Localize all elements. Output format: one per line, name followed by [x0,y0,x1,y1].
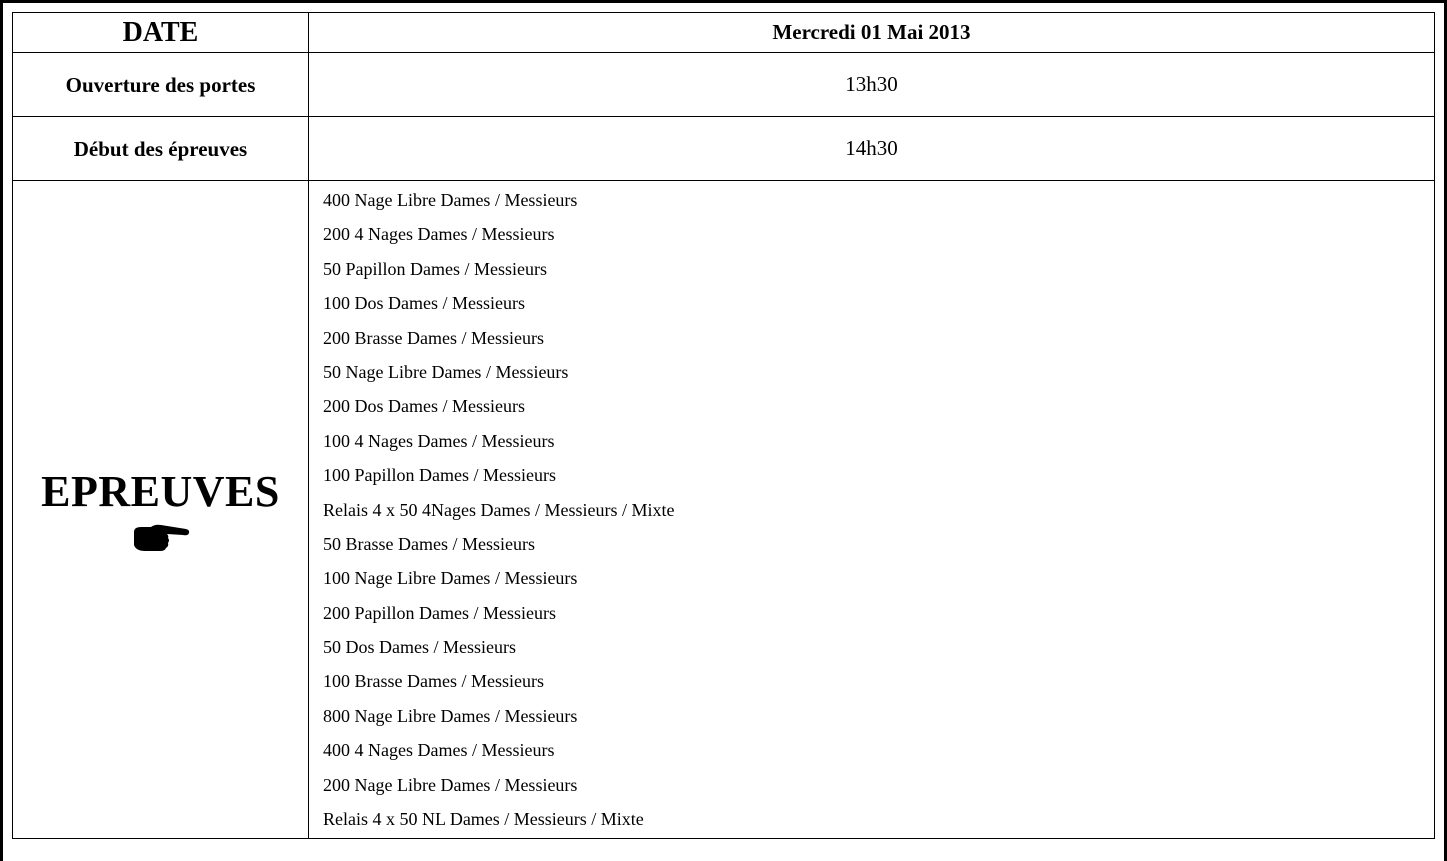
events-list [323,183,1434,836]
start-label: Début des épreuves [13,117,309,181]
list-item: 200 Dos Dames / Messieurs [323,396,525,417]
list-item: 100 Nage Libre Dames / Messieurs [323,568,578,589]
doors-row [13,53,1435,117]
list-item: 100 Brasse Dames / Messieurs [323,671,544,692]
list-item: 100 Dos Dames / Messieurs [323,293,525,314]
list-item: Relais 4 x 50 NL Dames / Messieurs / Mixte [323,809,644,830]
list-item: 200 Brasse Dames / Messieurs [323,327,544,348]
list-item: 50 Papillon Dames / Messieurs [323,258,547,279]
list-item: Relais 4 x 50 4Nages Dames / Messieurs / Mixte [323,499,675,520]
events-list-cell [309,181,1435,839]
list-item: 50 Dos Dames / Messieurs [323,637,516,658]
list-item: 800 Nage Libre Dames / Messieurs [323,705,578,726]
pointing-hand-icon [131,523,191,553]
list-item: 50 Brasse Dames / Messieurs [323,533,535,554]
doors-label: Ouverture des portes [13,53,309,117]
date-value: Mercredi 01 Mai 2013 [309,13,1435,53]
list-item: 200 Papillon Dames / Messieurs [323,602,556,623]
list-item: 200 4 Nages Dames / Messieurs [323,224,555,245]
events-row [13,181,1435,839]
list-item: 50 Nage Libre Dames / Messieurs [323,361,569,382]
list-item: 200 Nage Libre Dames / Messieurs [323,774,578,795]
list-item: 400 4 Nages Dames / Messieurs [323,740,555,761]
date-row [13,13,1435,53]
page-frame-top [0,0,1447,3]
list-item: 100 4 Nages Dames / Messieurs [323,430,555,451]
start-row [13,117,1435,181]
events-label-cell [13,181,309,839]
list-item: 100 Papillon Dames / Messieurs [323,465,556,486]
list-item: 400 Nage Libre Dames / Messieurs [323,190,578,210]
date-label: DATE [13,13,309,53]
doors-time: 13h30 [309,53,1435,117]
page-frame-left [0,0,3,861]
events-label: EPREUVES [41,467,280,517]
schedule-table [12,12,1435,839]
start-time: 14h30 [309,117,1435,181]
